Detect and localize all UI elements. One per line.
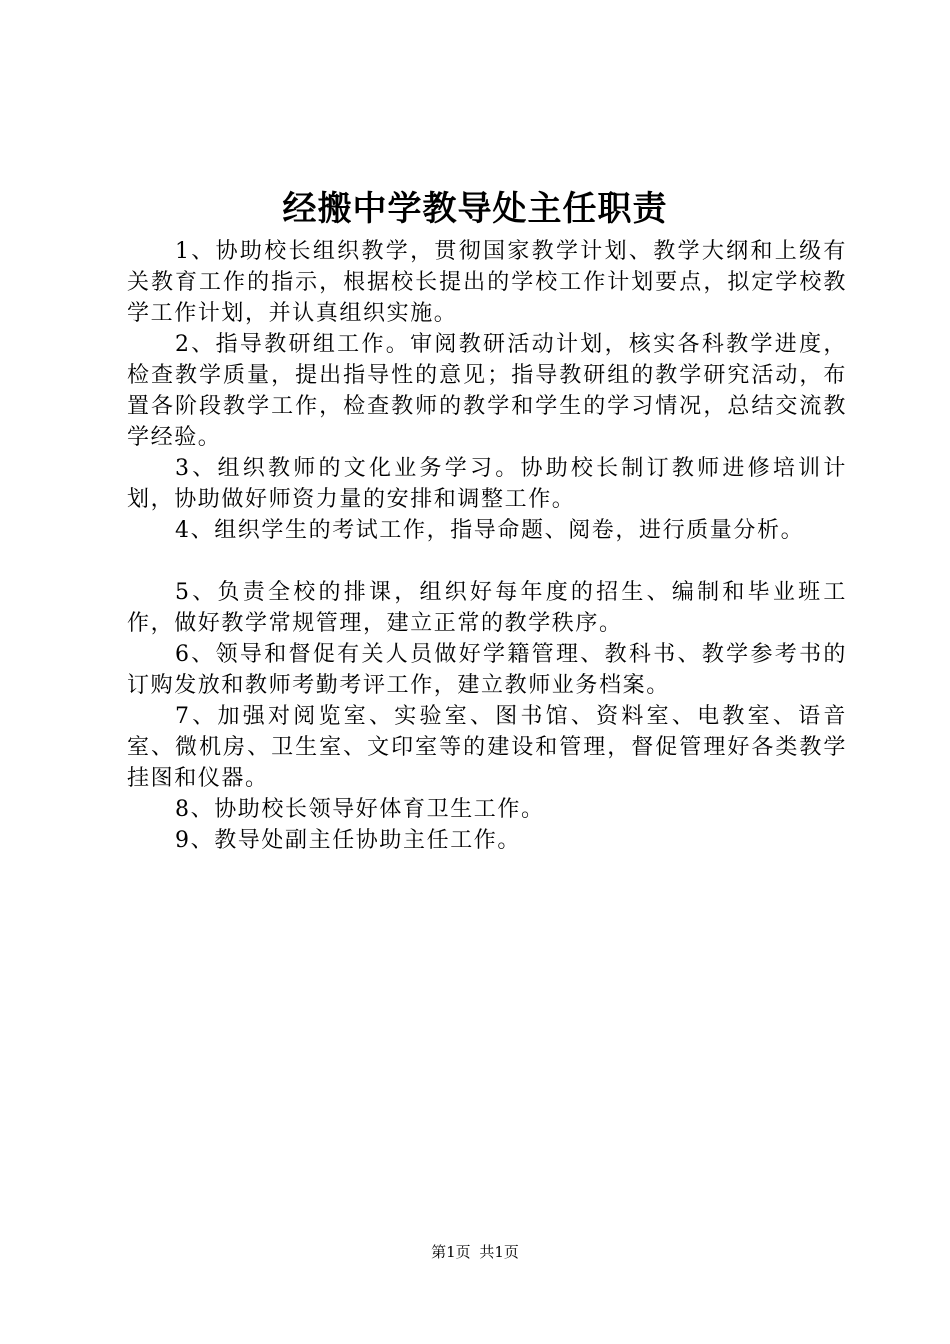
- paragraph-2: 2、指导教研组工作。审阅教研活动计划，核实各科教学进度，检查教学质量，提出指导性的意见；指导教研组的教学研究活动，布置各阶段教学工作，检查教师的教学和学生的学习情况，总结交流教学经验。: [127, 332, 847, 450]
- paragraph-9: 9、教导处副主任协助主任工作。: [175, 828, 521, 853]
- paragraph-1: 1、协助校长组织教学，贯彻国家教学计划、教学大纲和上级有关教育工作的指示，根据校长提出的学校工作计划要点，拟定学校教学工作计划，并认真组织实施。: [127, 239, 847, 326]
- document-body: [127, 236, 847, 856]
- document-title: 经搬中学教导处主任职责: [282, 189, 668, 229]
- paragraph-3: 3、组织教师的文化业务学习。协助校长制订教师进修培训计划，协助做好师资力量的安排和调整工作。: [127, 456, 847, 512]
- paragraph-6: 6、领导和督促有关人员做好学籍管理、教科书、教学参考书的订购发放和教师考勤考评工作，建立教师业务档案。: [127, 642, 847, 698]
- paragraph-5: 5、负责全校的排课，组织好每年度的招生、编制和毕业班工作，做好教学常规管理，建立正常的教学秩序。: [127, 580, 847, 636]
- page-footer: [0, 1242, 950, 1262]
- page-total: 共1页: [479, 1243, 519, 1261]
- paragraph-4: 4、组织学生的考试工作，指导命题、阅卷，进行质量分析。: [175, 518, 805, 543]
- paragraph-7: 7、加强对阅览室、实验室、图书馆、资料室、电教室、语音室、微机房、卫生室、文印室等的建设和管理，督促管理好各类教学挂图和仪器。: [127, 704, 847, 791]
- page-number: 第1页: [431, 1243, 471, 1261]
- paragraph-8: 8、协助校长领导好体育卫生工作。: [175, 797, 545, 822]
